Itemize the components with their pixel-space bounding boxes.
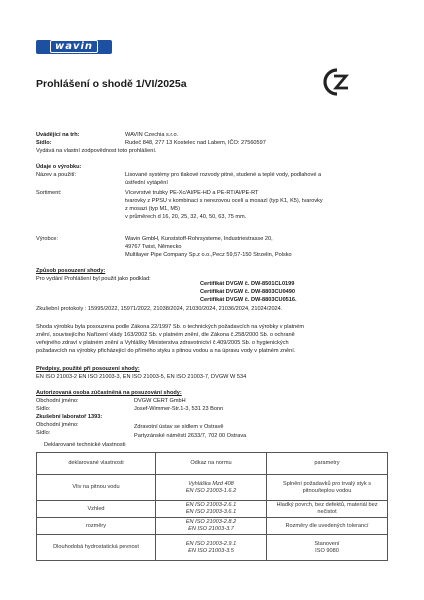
maker-line: 49767 Twist, Německo — [125, 244, 182, 250]
table-row — [37, 501, 388, 518]
authorized-seat-label: Sídlo: — [36, 406, 51, 412]
table-cell-norm: EN ISO 21003-2.6.1 EN ISO 21003-3.6.1 — [156, 501, 267, 518]
lab-heading: Zkušební laboratoř 1393: — [36, 414, 103, 420]
assessment-heading: Způsob posouzení shody: — [36, 268, 106, 274]
page-title: Prohlášení o shodě 1/VI/2025a — [36, 78, 187, 90]
table-cell-param: Hladký povrch, bez defektů, materiál bez nečistot — [267, 501, 388, 518]
conformity-text-line: znění, souvisejícího Nařízení vlády 163/2002 Sb. v platném znění, dle Zákona č.258/2000 Sb. o ochraně — [36, 332, 295, 338]
lab-name: Zdravotní ústav se sídlem v Ostravě — [134, 424, 224, 430]
sortiment-line: v průměrech d 16, 20, 25, 32, 40, 50, 63, 75 mm. — [125, 214, 247, 220]
declared-heading: Deklarované technické vlastnosti — [44, 442, 126, 448]
authorized-seat: Josef-Wimmer-Str.1-3, 531 23 Bonn — [134, 406, 224, 412]
table-cell-property: Vliv na pitnou vodu — [37, 475, 156, 501]
table-cell-param: Splnění požadavků pro trvalý styk s pitnou/teplou vodou — [267, 475, 388, 501]
standards-heading: Předpisy, použité při posouzení shody: — [36, 366, 140, 372]
table-row — [37, 535, 388, 561]
table-cell-property: Dlouhodobá hydrostatická pevnost — [37, 535, 156, 561]
table-header-row — [37, 453, 388, 475]
issuer-note: Vydává na vlastní zodpovědnost toto prohlášení. — [36, 148, 157, 154]
table-cell-norm: EN ISO 21003-2.8.2 EN ISO 21003-3.7 — [156, 518, 267, 535]
issuer-name: WAVIN Czechia s.r.o. — [125, 132, 179, 138]
table-row — [37, 475, 388, 501]
product-name-line: Lisované systémy pro tlakové rozvody pitné, studené a teplé vody, podlahové a — [125, 172, 322, 178]
sortiment-line: tvarovky z PPSU v kombinaci s nerezovou ocelí a mosazí (typ K1, K5), tvarovky — [125, 198, 323, 204]
conformity-text-line: Shoda výrobku byla posouzena podle Zákona 22/1997 Sb. o technických požadavcích na výrobky v platném — [36, 324, 305, 330]
issuer-label: Uvádějící na trh: — [36, 132, 80, 138]
maker-line: Wavin GmbH, Kunststoff-Rohrsysteme, Industriestrasse 20, — [125, 236, 273, 242]
table-cell-property: Vzhled — [37, 501, 156, 518]
properties-table — [36, 452, 388, 561]
certificate-item: Certifikát DVGW č. DW-8803CU0490 — [200, 289, 296, 295]
column-header: parametry — [267, 453, 388, 475]
conformity-text-line: požadavcích na výrobky přicházející do přímého styku s pitnou vodou a na úpravu vody v platném znění. — [36, 348, 296, 354]
sortiment-line: z mosazi (typ M1, M5) — [125, 206, 181, 212]
lab-name-label: Obchodní jméno: — [36, 422, 79, 428]
column-header: Odkaz na normu — [156, 453, 267, 475]
sortiment-label: Sortiment: — [36, 190, 62, 196]
issuer-seat-label: Sídlo: — [36, 140, 52, 146]
cz-conformity-mark-icon — [320, 64, 356, 100]
maker-label: Výrobce: — [36, 236, 59, 242]
maker-line: Multilayer Pipe Company Sp.z o.o.,Pecz 59,57-150 Strzelin, Polsko — [125, 252, 292, 258]
table-cell-norm: Vyhláška Mzd 408 EN ISO 21003-1.6.2 — [156, 475, 267, 501]
product-name-line: ústřední vytápění — [125, 180, 168, 186]
standards-list: EN ISO 21003-2 EN ISO 21003-3, EN ISO 21003-5, EN ISO 21003-7, DVGW W 534 — [36, 374, 247, 380]
column-header: deklarované vlastnosti — [37, 453, 156, 475]
certificate-item: Certifikát DVGW č. DW-8501CL0199 — [200, 281, 295, 287]
assessment-basis-label: Pro vydání Prohlášení byl použit jako podklad: — [36, 276, 151, 282]
product-name-label: Název a použití: — [36, 172, 77, 178]
test-reports: Zkušební protokoly : 15995/2022, 15971/2022, 21038/2024, 21030/2024, 21036/2024, 21024/2024. — [36, 306, 283, 312]
authorized-name-label: Obchodní jméno: — [36, 398, 79, 404]
table-row — [37, 518, 388, 535]
lab-seat: Partyzánské náměstí 2633/7, 702 00 Ostrava — [134, 433, 247, 439]
authorized-name: DVGW CERT GmbH — [134, 398, 186, 404]
wavin-logo: wavin — [36, 40, 112, 54]
certificate-item: Certifikát DVGW č. DW-8803CU0516. — [200, 297, 297, 303]
conformity-text-line: veřejného zdraví v platném znění a Vyhlášky Ministerstva zdravotnictví č.409/2005 Sb. o hygienických — [36, 340, 289, 346]
authorized-heading: Autorizovaná osoba zúčastněná na posuzování shody: — [36, 390, 182, 396]
lab-seat-label: Sídlo: — [36, 430, 51, 436]
table-cell-norm: EN ISO 21003-2.9.1 EN ISO 21003-3.5 — [156, 535, 267, 561]
sortiment-line: Vícevrstvé trubky PE-Xc/Al/PE-HD a PE-RT/Al/PE-RT — [125, 190, 259, 196]
table-cell-param: Rozměry dle uvedených tolerancí — [267, 518, 388, 535]
product-heading: Údaje o výrobku: — [36, 164, 82, 170]
table-cell-property: rozměry — [37, 518, 156, 535]
table-cell-param: Stanovení ISO 9080 — [267, 535, 388, 561]
issuer-seat: Rudeč 848, 277 13 Kostelec nad Labem, IČO: 27560597 — [125, 140, 266, 146]
